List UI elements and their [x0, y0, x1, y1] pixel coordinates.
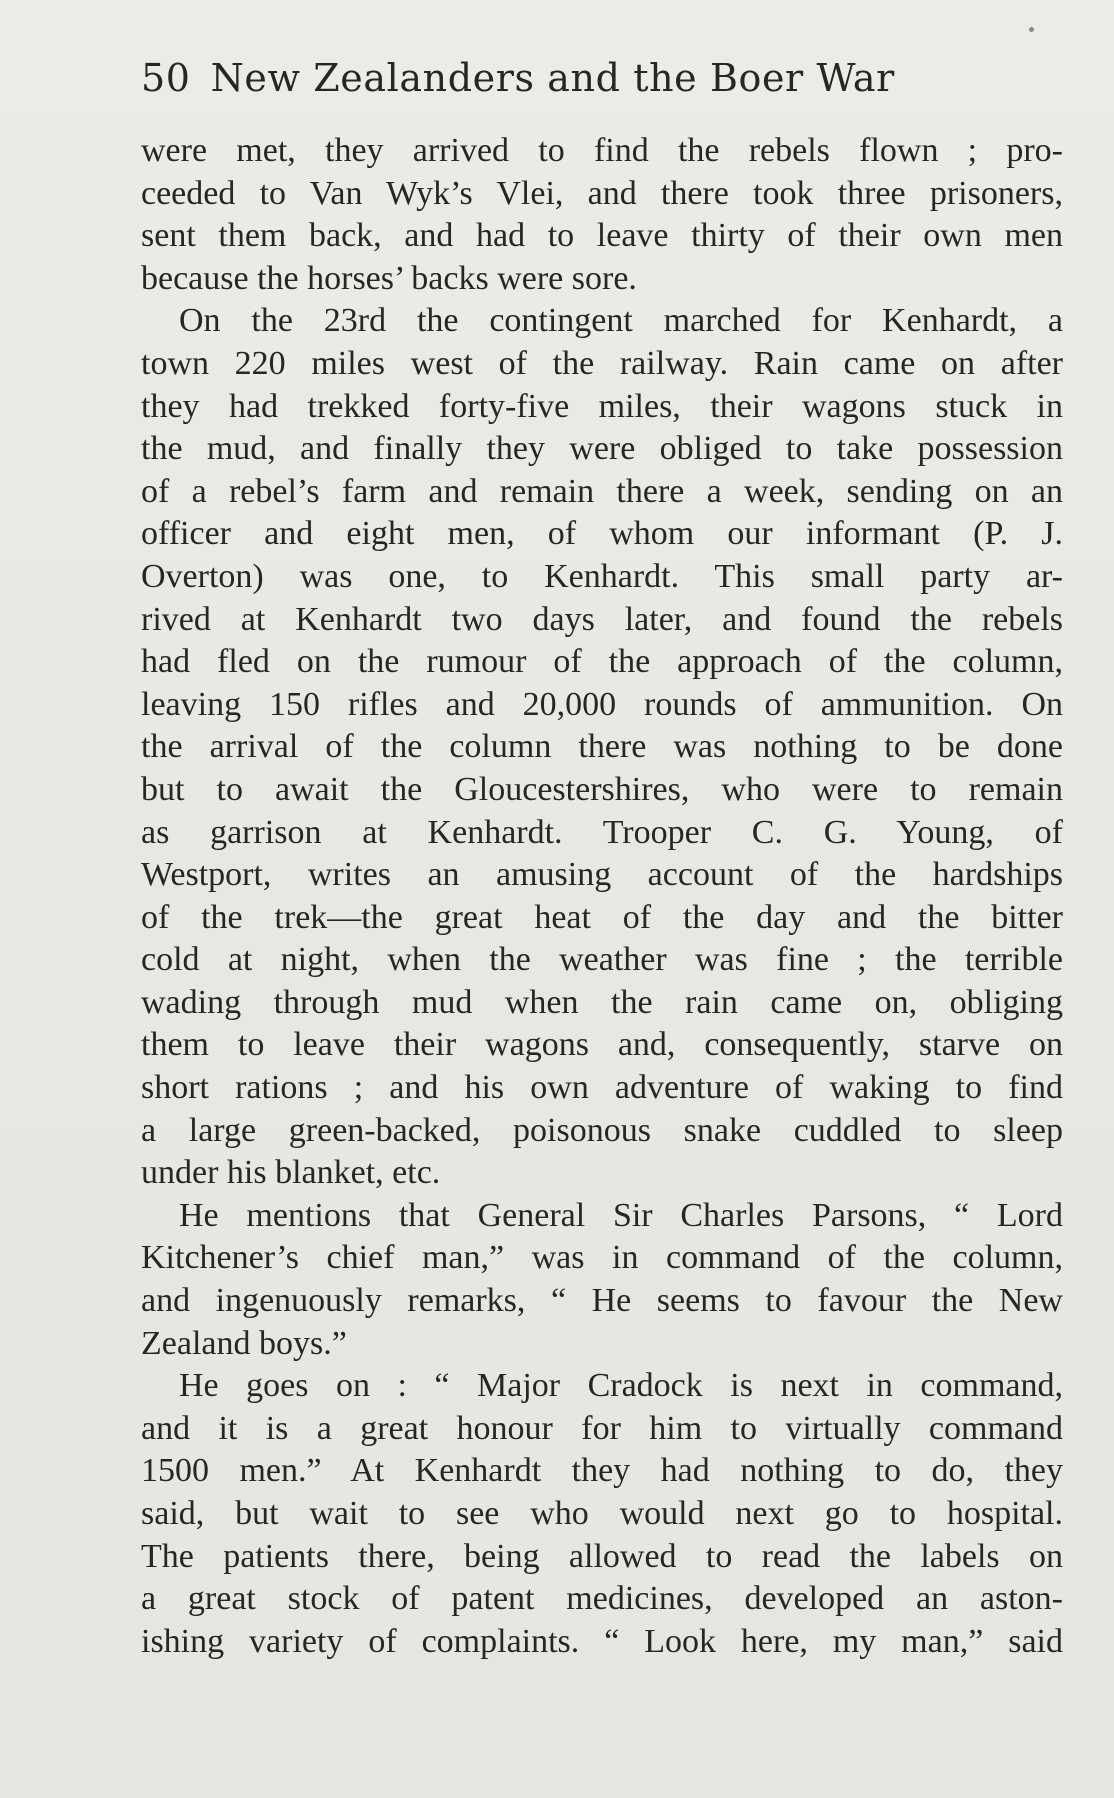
text-line: and it is a great honour for him to virtually command — [141, 1409, 1063, 1447]
text-line: ishing variety of complaints. “ Look here, my man,” said — [141, 1622, 1063, 1660]
text-line: He mentions that General Sir Charles Parsons, “ Lord — [179, 1196, 1063, 1234]
body-text — [141, 130, 1063, 1663]
text-line: ceeded to Van Wyk’s Vlei, and there took three prisoners, — [141, 174, 1063, 212]
text-line: them to leave their wagons and, consequently, starve on — [141, 1026, 1063, 1064]
text-line: the arrival of the column there was nothing to be done — [141, 728, 1063, 766]
text-line: Westport, writes an amusing account of the hardships — [141, 856, 1063, 894]
text-line: town 220 miles west of the railway. Rain came on after — [141, 344, 1063, 382]
text-line: 1500 men.” At Kenhardt they had nothing to do, they — [141, 1452, 1063, 1490]
text-line: leaving 150 rifles and 20,000 rounds of ammunition. On — [141, 685, 1063, 723]
text-line: rived at Kenhardt two days later, and found the rebels — [141, 600, 1063, 638]
paragraph — [141, 1195, 1063, 1365]
text-line: the mud, and finally they were obliged to take possession — [141, 430, 1063, 468]
page-number: 50 — [141, 56, 191, 100]
text-line: under his blanket, etc. — [141, 1154, 441, 1192]
text-line: wading through mud when the rain came on, obliging — [141, 983, 1063, 1021]
text-line: cold at night, when the weather was fine ; the terrible — [141, 941, 1063, 979]
paragraph — [141, 1365, 1063, 1663]
text-line: a large green-backed, poisonous snake cuddled to sleep — [141, 1111, 1063, 1149]
text-line: but to await the Gloucestershires, who were to remain — [141, 770, 1063, 808]
text-line: they had trekked forty-five miles, their wagons stuck in — [141, 387, 1063, 425]
text-line: and ingenuously remarks, “ He seems to favour the New — [141, 1282, 1063, 1320]
text-line: short rations ; and his own adventure of waking to find — [141, 1069, 1063, 1107]
text-line: had fled on the rumour of the approach of the column, — [141, 643, 1063, 681]
running-title: New Zealanders and the Boer War — [210, 56, 895, 100]
text-line: because the horses’ backs were sore. — [141, 259, 637, 297]
paragraph — [141, 300, 1063, 1194]
text-line: He goes on : “ Major Cradock is next in command, — [179, 1367, 1063, 1405]
text-line: a great stock of patent medicines, developed an aston- — [141, 1580, 1063, 1618]
running-header — [141, 56, 1071, 116]
text-line: of the trek—the great heat of the day and the bitter — [141, 898, 1063, 936]
text-line: Kitchener’s chief man,” was in command of the column, — [141, 1239, 1063, 1277]
paragraph — [141, 130, 1063, 300]
text-line: said, but wait to see who would next go to hospital. — [141, 1495, 1063, 1532]
text-line: The patients there, being allowed to read the labels on — [141, 1537, 1063, 1575]
text-line: of a rebel’s farm and remain there a week, sending on an — [141, 472, 1063, 510]
text-line: officer and eight men, of whom our informant (P. J. — [141, 515, 1063, 553]
text-line: as garrison at Kenhardt. Trooper C. G. Young, of — [141, 813, 1063, 851]
text-line: sent them back, and had to leave thirty of their own men — [141, 217, 1063, 255]
text-line: were met, they arrived to find the rebels flown ; pro- — [141, 132, 1063, 169]
text-line: Overton) was one, to Kenhardt. This small party ar- — [141, 557, 1063, 595]
text-line: On the 23rd the contingent marched for Kenhardt, a — [179, 302, 1063, 340]
paper-speck — [1029, 27, 1034, 32]
text-line: Zealand boys.” — [141, 1324, 347, 1362]
